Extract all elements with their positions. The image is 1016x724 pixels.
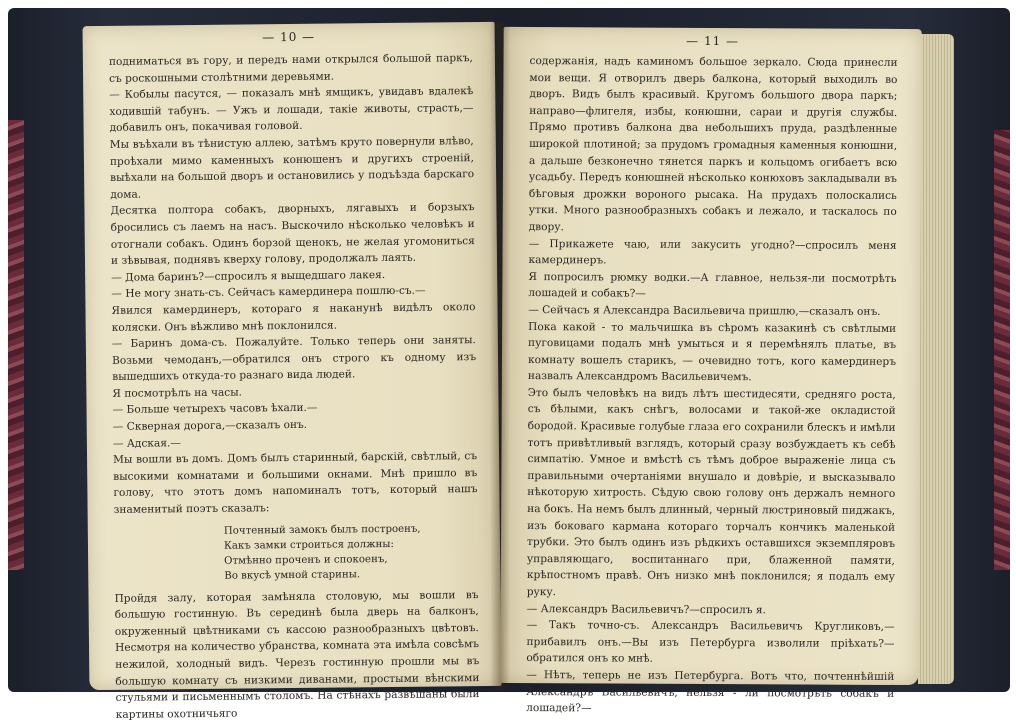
paragraph: содержанія, надъ каминомъ большое зеркало. Сюда принесли мои вещи. Я отворилъ дверь балкона, который выходилъ во дворъ. Видъ былъ красивый. Кругомъ большого двора паркъ; направо—флигеля, избы, конюшни, сараи и другія службы. Прямо противъ балкона два небольшихъ пруда, раздѣленные широкой плотиной; за прудомъ громадныя каменныя конюшни, а дальше безконечно тянется паркъ и кольцомъ огибаетъ всю усадьбу. Передъ конюшней нѣсколько конюховъ закладывали въ бѣговыя дрожки вороного рысака. На прудахъ полоскались утки. Много разнообразныхъ собакъ и лежало, и таскалось по двору. [528, 55, 898, 234]
cover-marbled-edge-right [994, 130, 1010, 570]
page-text [83, 42, 502, 724]
verse-line: Отмѣнно проченъ и спокоенъ, [224, 553, 388, 567]
paragraph: — Адская.— [112, 436, 181, 450]
book-gutter [490, 22, 510, 690]
verse-line: Во вкусѣ умной старины. [224, 568, 361, 582]
paragraph: — Баринъ дома-съ. Пожалуйте. Только теперь они заняты. Возьми чемоданъ,—обратился онъ строго къ одному изъ вышедшихъ откуда-то разнаго вида людей. [111, 334, 477, 384]
paragraph: — Скверная дорога,—сказалъ онъ. [112, 418, 308, 433]
paragraph: Пока какой - то мальчишка въ сѣромъ казакинѣ съ свѣтлыми пуговицами подалъ мнѣ умыться и я перемѣнялъ платье, въ комнату вошелъ старикъ, — очевидно тотъ, кого камердинеръ назвалъ Александромъ Васильевичемъ. [527, 320, 897, 384]
verse-line: Какъ замки строиться должны: [223, 538, 394, 552]
paragraph: Это былъ человѣкъ на видъ лѣтъ шестидесяти, средняго роста, съ бѣлыми, какъ снѣгъ, волосами и такой-же окладистой бородой. Красивые голубые глаза его сохранили блескъ и имѣли тотъ привѣтливый взглядъ, который сразу возбуждаетъ къ себѣ симпатію. Умное и вмѣстѣ съ тѣмъ доброе выраженіе лица съ правильными очертаніями внушало и довѣріе, и высказывало нѣкоторую хитрость. Сѣдую свою голову онъ держалъ немного на бокъ. На немъ былъ длинный, черный люстриновый пиджакъ, изъ боковаго кармана котораго торчалъ кончикъ маленькой трубки. Это былъ одинъ изъ рѣдкихъ оставшихся экземпляровъ управляющаго, воспитаннаго при, блаженной памяти, крѣпостномъ правѣ. Онъ низко мнѣ поклонился; я подалъ ему руку. [526, 386, 896, 599]
verse-line: Почтенный замокъ былъ построенъ, [223, 523, 421, 537]
page-number: — 10 — [262, 29, 316, 45]
paragraph: — Такъ точно-съ. Александръ Васильевичъ Кругликовъ,—прибавилъ онъ.—Вы изъ Петербурга изволили пріѣхать?—обратился онъ ко мнѣ. [526, 619, 895, 666]
paragraph: — Дома баринъ?—спросилъ я выщедшаго лакея. [111, 268, 386, 284]
paragraph: Пройдя залу, которая замѣняла столовую, мы вошли въ большую гостинную. Въ серединѣ была дверь на балконъ, окруженный цвѣтниками съ кассою разнообразныхъ цвѣтовъ. Несмотря на количество убранства, комната эта имѣла совсѣмъ нежилой, холодный видъ. Черезъ гостинную прошли мы въ большую комнату съ низкими диванами, простыми вѣнскими стульями и письменнымъ столомъ. На стѣнахъ развѣшаны были картины охотничьяго [114, 588, 480, 721]
paragraph: — Прикажете чаю, или закусить угодно?—спросилъ меня камердинеръ. [528, 237, 897, 267]
paragraph: Мы вошли въ домъ. Домъ былъ старинный, барскій, свѣтлый, съ высокими комнатами и большими окнами. Мнѣ пришло въ голову, что этотъ домъ напоминалъ тотъ, который нашъ знаменитый поэтъ сказалъ: [113, 450, 478, 516]
cover-marbled-edge-left [8, 120, 24, 570]
paragraph: Явился камердинеръ, котораго я наканунѣ видѣлъ около коляски. Онъ вѣжливо мнѣ поклонился. [111, 300, 476, 334]
right-page [500, 27, 921, 715]
paragraph: подниматься въ гору, и передъ нами открылся большой паркъ, съ роскошными столѣтними деревьями. [108, 52, 473, 85]
paragraph: — Не могу знать-съ. Сейчасъ камердинера пошлю-съ.— [111, 284, 426, 301]
paragraph: Мы въѣхали въ тѣнистую аллею, затѣмъ круто повернули влѣво, проѣхали мимо каменныхъ конюшенъ и другихъ строеній, выѣхали на большой дворъ и остановились у подъѣзда барскаго дома. [109, 135, 475, 201]
page-number: — 11 — [686, 33, 740, 49]
paragraph: — Кобылы пасутся, — показалъ мнѣ ямщикъ, увидавъ вдалекѣ ходившій табунъ. — Ужъ и лошади, такіе животы, страсть,— добавилъ онъ, покачивая головой. [109, 85, 474, 135]
paragraph: Я попросилъ рюмку водки.—А главное, нельзя-ли посмотрѣть лошадей и собакъ?— [528, 270, 897, 300]
page-text [500, 47, 922, 719]
paragraph: Я посмотрѣлъ на часы. [112, 386, 243, 400]
left-page [83, 22, 502, 721]
paragraph: — Александръ Васильевичъ?—спросилъ я. [526, 602, 766, 616]
verse-quote [224, 521, 479, 584]
paragraph: — Сейчасъ я Александра Васильевича пришлю,—сказалъ онъ. [528, 303, 881, 318]
paragraph: — Больше четырехъ часовъ ѣхали.— [112, 402, 318, 417]
paragraph: — Нѣтъ, теперь не изъ Петербурга. Вотъ что, почтеннѣйшій Александръ Васильевичъ, нельзя - ли посмотрѣть собакъ и лошадей?— [526, 669, 895, 715]
paragraph: Десятка полтора собакъ, дворныхъ, лягавыхъ и борзыхъ бросились съ лаемъ на насъ. Выскочило нѣсколько человѣкъ и отогнали собакъ. Одинъ борзой щенокъ, не желая угомониться и зѣвывая, поднявъ кверху голову, продолжалъ лаять. [110, 201, 475, 268]
page-block-edge [918, 34, 954, 684]
